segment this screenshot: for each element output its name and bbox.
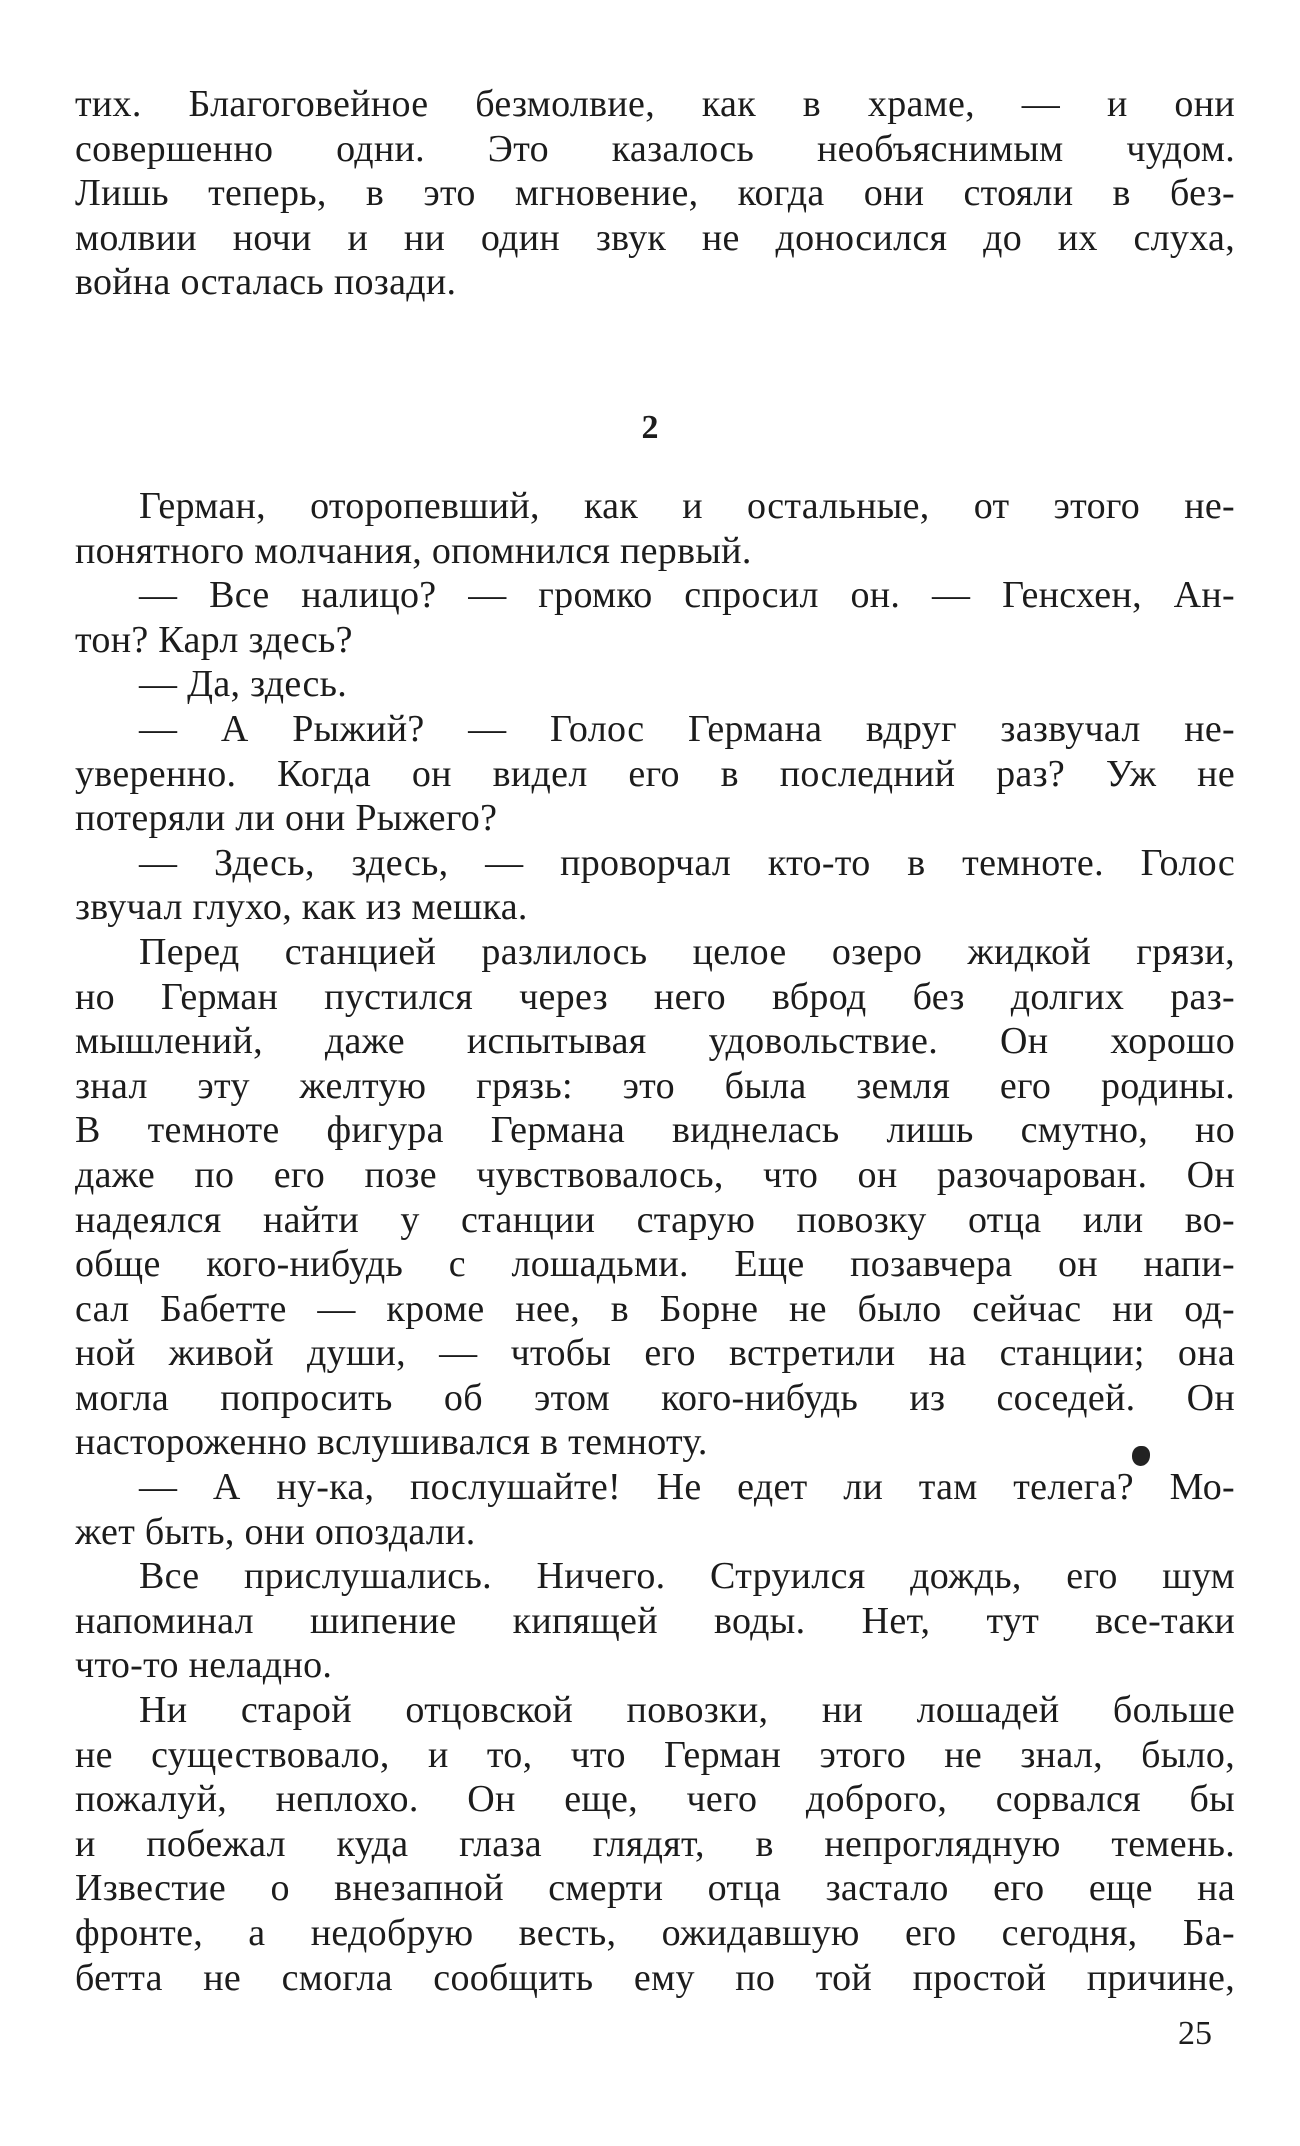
text-line: даже по его позе чувствовалось, что он разочарован. Он xyxy=(75,1153,1235,1196)
text-line: Лишь теперь, в это мгновение, когда они стояли в без- xyxy=(75,172,1235,215)
text-line: В темноте фигура Германа виднелась лишь смутно, но xyxy=(75,1109,1235,1152)
body-text xyxy=(75,484,1235,2000)
text-line: Известие о внезапной смерти отца застало его еще на xyxy=(75,1867,1235,1910)
text-line: напоминал шипение кипящей воды. Нет, тут все-таки xyxy=(75,1599,1235,1642)
text-line: — А Рыжий? — Голос Германа вдруг зазвучал не- xyxy=(139,707,1235,750)
text-line: бетта не смогла сообщить ему по той простой причине, xyxy=(75,1956,1235,1999)
text-line: тон? Карл здесь? xyxy=(75,618,353,661)
text-line: настороженно вслушивался в темноту. xyxy=(75,1421,708,1464)
text-line: обще кого-нибудь с лошадьми. Еще позавчера он напи- xyxy=(75,1243,1235,1286)
text-line: жет быть, они опоздали. xyxy=(75,1510,476,1553)
text-line: мышлений, даже испытывая удовольствие. Он хорошо xyxy=(75,1020,1235,1063)
text-line: — Здесь, здесь, — проворчал кто-то в темноте. Голос xyxy=(139,841,1235,884)
text-line: молвии ночи и ни один звук не доносился до их слуха, xyxy=(75,216,1235,259)
text-line: фронте, а недобрую весть, ожидавшую его сегодня, Ба- xyxy=(75,1912,1235,1954)
text-line: могла попросить об этом кого-нибудь из соседей. Он xyxy=(75,1376,1235,1419)
text-line: война осталась позади. xyxy=(75,261,457,304)
text-line: потеряли ли они Рыжего? xyxy=(75,797,498,840)
text-line: — Все налицо? — громко спросил он. — Генсхен, Ан- xyxy=(139,574,1235,617)
text-line: сал Бабетте — кроме нее, в Борне не было сейчас ни од- xyxy=(75,1287,1235,1330)
chapter-number: 2 xyxy=(641,409,659,446)
text-line: знал эту желтую грязь: это была земля его родины. xyxy=(75,1064,1235,1107)
text-line: — А ну-ка, послушайте! Не едет ли там телега? Мо- xyxy=(139,1466,1235,1509)
text-line: пожалуй, неплохо. Он еще, чего доброго, сорвался бы xyxy=(75,1778,1235,1821)
text-line: Ни старой отцовской повозки, ни лошадей больше xyxy=(139,1689,1235,1732)
text-line: звучал глухо, как из мешка. xyxy=(75,886,528,929)
text-line: совершенно одни. Это казалось необъяснимым чудом. xyxy=(75,127,1235,170)
intro-paragraph xyxy=(75,82,1235,305)
text-line: Все прислушались. Ничего. Струился дождь, его шум xyxy=(139,1555,1235,1598)
page-number: 25 xyxy=(1178,2015,1212,2052)
text-line: Перед станцией разлилось целое озеро жидкой грязи, xyxy=(139,930,1235,973)
text-line: — Да, здесь. xyxy=(139,663,348,706)
text-line: Герман, оторопевший, как и остальные, от этого не- xyxy=(139,485,1235,527)
text-line: не существовало, и то, что Герман этого не знал, было, xyxy=(75,1733,1235,1776)
text-line: понятного молчания, опомнился первый. xyxy=(75,529,752,572)
text-line: тих. Благоговейное безмолвие, как в храме, — и они xyxy=(75,83,1235,125)
text-line: что-то неладно. xyxy=(75,1644,333,1687)
text-line: ной живой души, — чтобы его встретили на станции; она xyxy=(75,1332,1235,1375)
text-line: надеялся найти у станции старую повозку отца или во- xyxy=(75,1198,1235,1241)
text-line: но Герман пустился через него вброд без долгих раз- xyxy=(75,975,1235,1018)
text-line: и побежал куда глаза глядят, в непроглядную темень. xyxy=(75,1822,1235,1865)
text-line: уверенно. Когда он видел его в последний раз? Уж не xyxy=(75,752,1235,795)
